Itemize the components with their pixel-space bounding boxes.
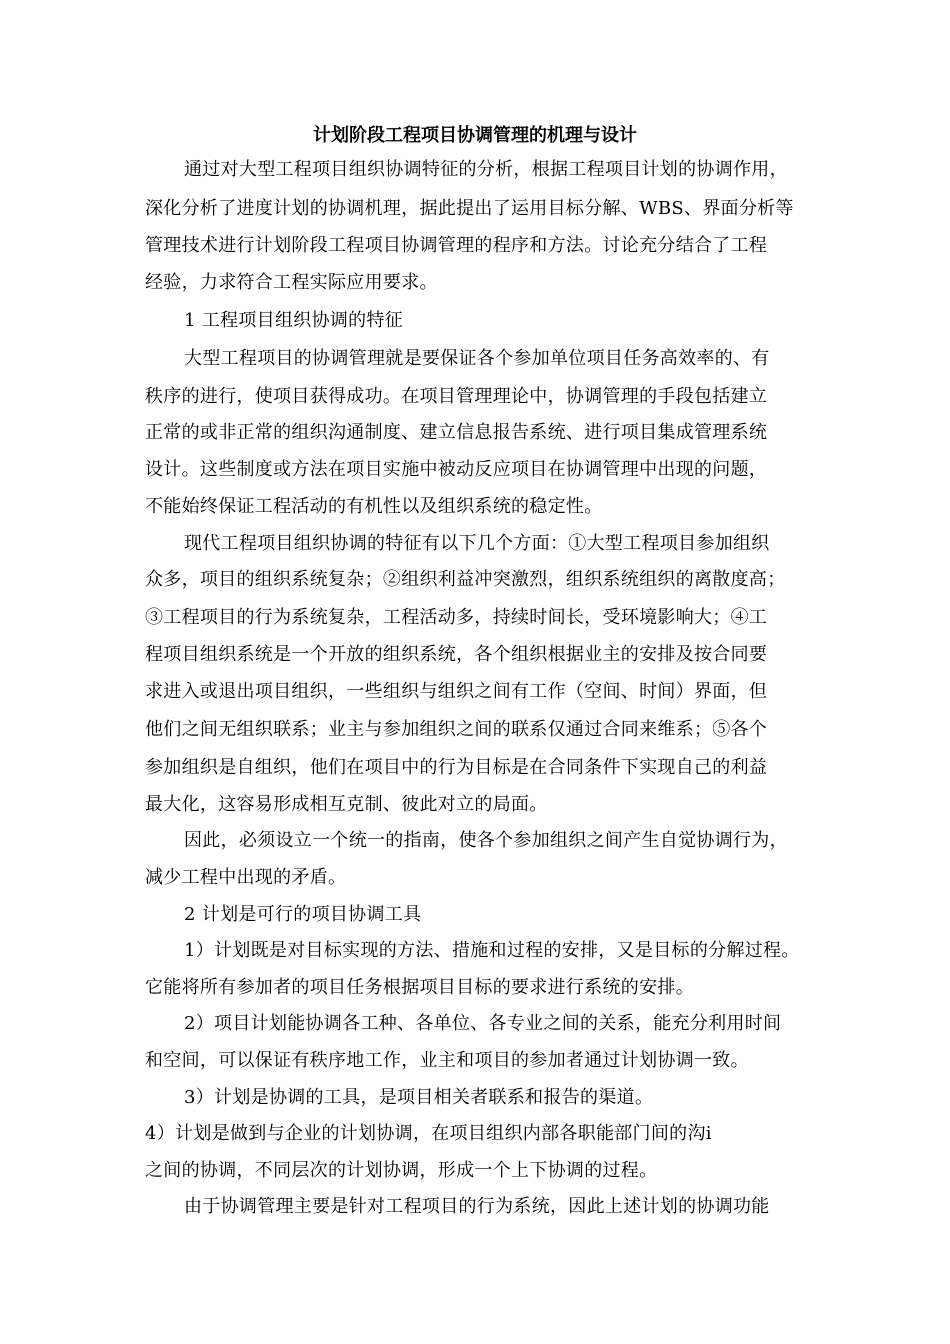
body-line: 它能将所有参加者的项目任务根据项目目标的要求进行系统的安排。 <box>145 977 694 998</box>
body-line: 参加组织是自组织，他们在项目中的行为目标是在合同条件下实现自己的利益 <box>145 757 768 778</box>
body-line: 减少工程中出现的矛盾。 <box>145 867 347 888</box>
body-line: 2 计划是可行的项目协调工具 <box>184 904 422 925</box>
body-line: 经验，力求符合工程实际应用要求。 <box>145 272 438 293</box>
body-line: 他们之间无组织联系；业主与参加组织之间的联系仅通过合同来维系；⑤各个 <box>145 719 768 740</box>
body-line: 程项目组织系统是一个开放的组织系统，各个组织根据业主的安排及按合同要 <box>145 644 768 665</box>
body-line: 之间的协调，不同层次的计划协调，形成一个上下协调的过程。 <box>145 1160 658 1181</box>
body-line: 和空间，可以保证有秩序地工作，业主和项目的参加者通过计划协调一致。 <box>145 1050 749 1071</box>
body-line: 求进入或退出项目组织，一些组织与组织之间有工作（空间、时间）界面，但 <box>145 681 768 702</box>
body-line: 由于协调管理主要是针对工程项目的行为系统，因此上述计划的协调功能 <box>184 1196 770 1217</box>
body-line: 2）项目计划能协调各工种、各单位、各专业之间的关系，能充分利用时间 <box>184 1013 782 1034</box>
body-line: 3）计划是协调的工具，是项目相关者联系和报告的渠道。 <box>184 1087 654 1108</box>
body-line: 最大化，这容易形成相互克制、彼此对立的局面。 <box>145 794 548 815</box>
body-line: 秩序的进行，使项目获得成功。在项目管理理论中，协调管理的手段包括建立 <box>145 386 768 407</box>
body-line: 4）计划是做到与企业的计划协调，在项目组织内部各职能部门间的沟i <box>145 1123 712 1144</box>
body-line: 设计。这些制度或方法在项目实施中被动反应项目在协调管理中出现的问题， <box>145 459 768 480</box>
body-line: 通过对大型工程项目组织协调特征的分析，根据工程项目计划的协调作用， <box>184 159 788 180</box>
body-line: 大型工程项目的协调管理就是要保证各个参加单位项目任务高效率的、有 <box>184 348 770 369</box>
body-line: 正常的或非正常的组织沟通制度、建立信息报告系统、进行项目集成管理系统 <box>145 422 768 443</box>
body-line: 管理技术进行计划阶段工程项目协调管理的程序和方法。讨论充分结合了工程 <box>145 235 768 256</box>
body-line: 1）计划既是对目标实现的方法、措施和过程的安排，又是目标的分解过程。 <box>184 940 800 961</box>
body-line: 因此，必须设立一个统一的指南，使各个参加组织之间产生自觉协调行为， <box>184 830 788 851</box>
document-title: 计划阶段工程项目协调管理的机理与设计 <box>313 125 637 146</box>
body-line: 1 工程项目组织协调的特征 <box>184 310 404 331</box>
body-line: 现代工程项目组织协调的特征有以下几个方面：①大型工程项目参加组织 <box>184 533 770 554</box>
body-line: 深化分析了进度计划的协调机理，据此提出了运用目标分解、WBS、界面分析等 <box>145 198 794 219</box>
body-line: 众多，项目的组织系统复杂；②组织利益冲突激烈，组织系统组织的离散度高； <box>145 569 786 590</box>
body-line: ③工程项目的行为系统复杂，工程活动多，持续时间长，受环境影响大；④工 <box>145 607 768 628</box>
body-line: 不能始终保证工程活动的有机性以及组织系统的稳定性。 <box>145 496 603 517</box>
